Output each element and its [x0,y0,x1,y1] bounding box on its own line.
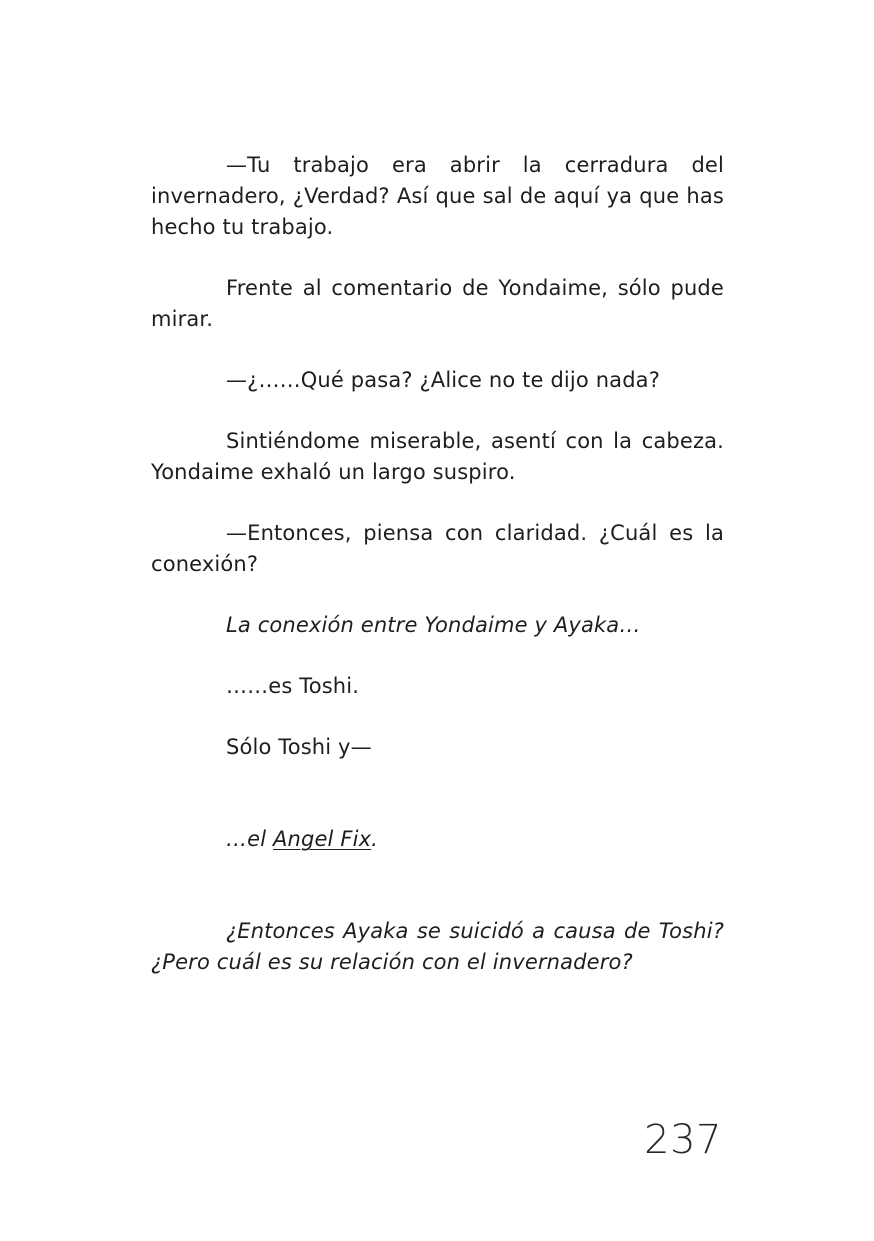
body-text [151,150,724,1008]
paragraph-9-suffix: . [371,827,378,851]
paragraph-1: —Tu trabajo era abrir la cerradura del invernadero, ¿Verdad? Así que sal de aquí ya que has hecho tu trabajo. [151,153,724,239]
paragraph-4: Sintiéndome miserable, asentí con la cabeza. Yondaime exhaló un largo suspiro. [151,429,724,484]
angel-fix-term: Angel Fix [273,827,372,851]
paragraph-7: ……es Toshi. [226,674,360,698]
paragraph-3: —¿……Qué pasa? ¿Alice no te dijo nada? [226,368,660,392]
paragraph-2: Frente al comentario de Yondaime, sólo pude mirar. [151,276,724,331]
paragraph-9-italic [151,824,724,855]
paragraph-10-italic: ¿Entonces Ayaka se suicidó a causa de Toshi? ¿Pero cuál es su relación con el invernadero? [151,919,724,974]
paragraph-9-prefix: …el [226,827,274,851]
paragraph-8: Sólo Toshi y— [226,735,372,759]
paragraph-5: —Entonces, piensa con claridad. ¿Cuál es la conexión? [151,521,724,576]
page-number: 237 [644,1117,722,1163]
paragraph-6-italic: La conexión entre Yondaime y Ayaka… [226,613,641,637]
